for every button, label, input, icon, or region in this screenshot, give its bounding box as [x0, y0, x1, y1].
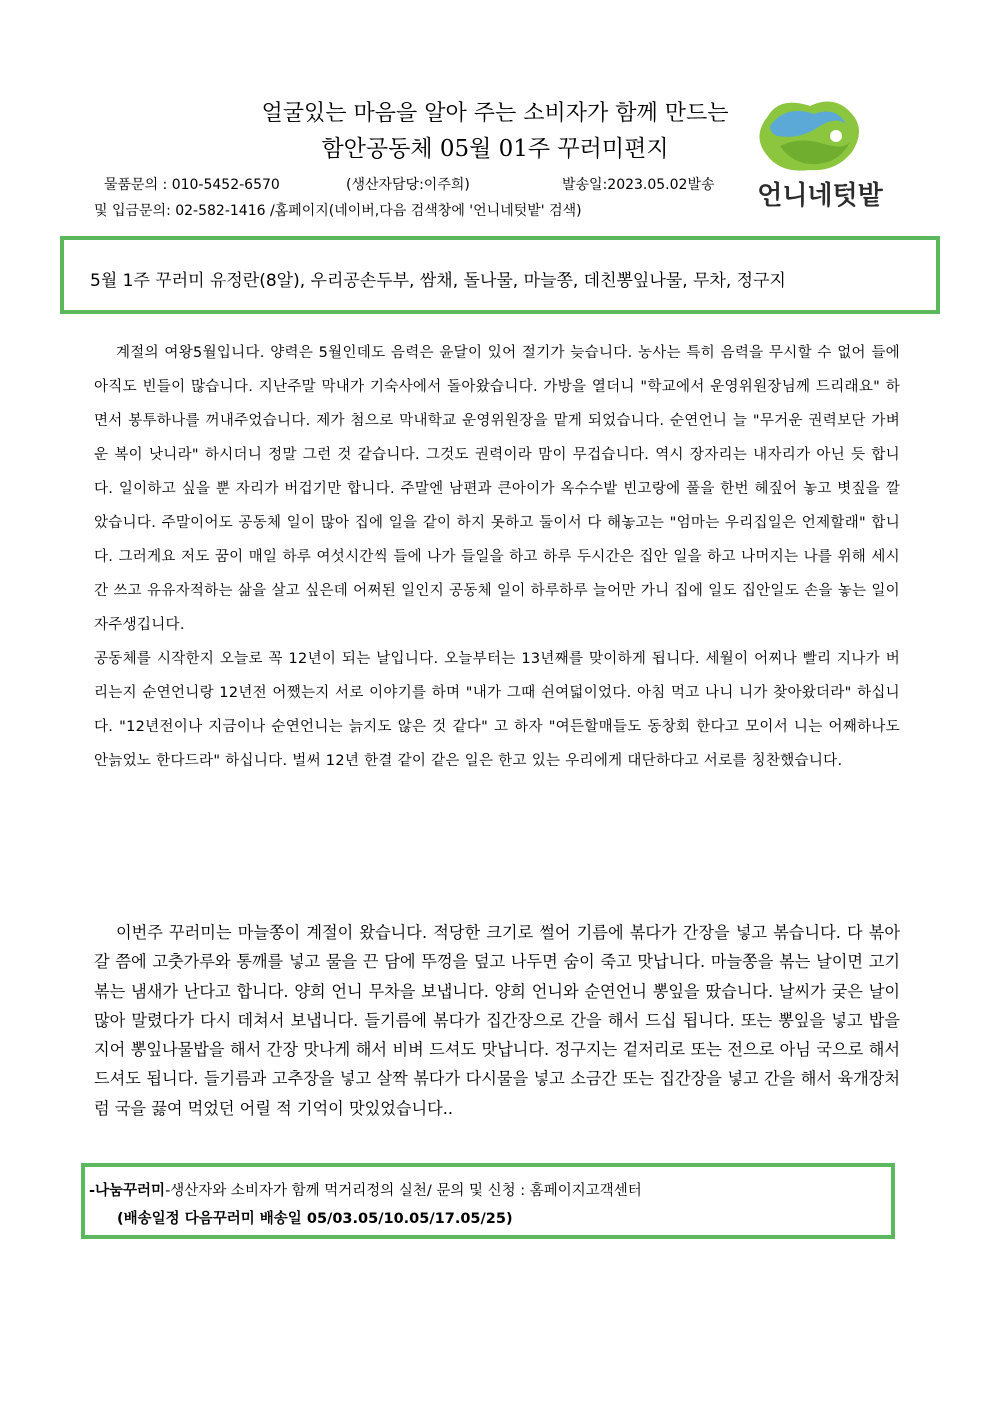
- letter-paragraph-1: 계절의 여왕5월입니다. 양력은 5월인데도 음력은 윤달이 있어 절기가 늦습니다. 농사는 특히 음력을 무시할 수 없어 들에 아직도 빈들이 많습니다. 지난주말 막내가 기숙사에서 돌아왔습니다. 가방을 열더니 "학교에서 운영위원장님께 드리래요" 하면서 봉투하나를 꺼내주었습니다. 제가 첨으로 막내학교 운영위원장을 맡게 되었습니다. 순연언니 늘 "무거운 권력보단 가벼운 복이 낫니라" 하시더니 정말 그런 것 같습니다. 그것도 권력이라 맘이 무겁습니다. 역시 장자리는 내자리가 아닌 듯 합니다. 일이하고 싶을 뿐 자리가 버겁기만 합니다. 주말엔 남편과 큰아이가 옥수수밭 빈고랑에 풀을 한번 헤짚어 놓고 볏짚을 깔았습니다. 주말이어도 공동체 일이 많아 집에 일을 같이 하지 못하고 둘이서 다 해놓고는 "엄마는 우리집일은 언제할래" 합니다. 그러게요 저도 꿈이 매일 하루 여섯시간씩 들에 나가 들일을 하고 하루 두시간은 집안 일을 하고 나머지는 나를 위해 세시간 쓰고 유유자적하는 삶을 살고 싶은데 어쩌된 일인지 공동체 일이 하루하루 늘어만 가니 집에 일도 집안일도 손을 놓는 일이 자주생깁니다.: [94, 345, 900, 633]
- share-label: -나눔꾸러미: [89, 1183, 166, 1199]
- unnine-logo: [740, 96, 900, 214]
- producer-contact: (생산자담당:이주희): [346, 177, 470, 193]
- letter-paragraph-2: 공동체를 시작한지 오늘로 꼭 12년이 되는 날입니다. 오늘부터는 13년째를 맞이하게 됩니다. 세월이 어찌나 빨리 지나가 버리는지 순연언니랑 12년전 어쨌는지 서로 이야기를 하며 "내가 그때 쉰여덟이었다. 아침 먹고 나니 니가 찾아왔더라" 하십니다. "12년전이나 지금이나 순연언니는 늙지도 않은 것 같다" 고 하자 "여든할매들도 동창회 한다고 모이서 니는 어째하나도 안늙었노 한다드라" 하십니다. 벌써 12년 한결 같이 같은 일은 한고 있는 우리에게 대단하다고 서로를 칭찬했습니다.: [94, 651, 900, 769]
- logo-text: 언니네텃밭: [757, 181, 883, 211]
- share-line: [89, 1179, 642, 1200]
- letter-printed-section: [94, 918, 900, 1123]
- letter-paragraph-3: 이번주 꾸러미는 마늘쫑이 계절이 왔습니다. 적당한 크기로 썰어 기름에 볶다가 간장을 넣고 볶습니다. 다 볶아갈 쯤에 고춧가루와 통깨를 넣고 물을 끈 담에 뚜껑을 덮고 나두면 숨이 죽고 맛납니다. 마늘쫑을 볶는 날이면 고기 볶는 냄새가 난다고 합니다. 양희 언니 무차을 보냅니다. 양희 언니와 순연언니 뽕잎을 땄습니다. 날씨가 궂은 날이 많아 말렸다가 다시 데쳐서 보냅니다. 들기름에 볶다가 집간장으로 간을 해서 드십 됩니다. 또는 뽕잎을 넣고 밥을 지어 뽕잎나물밥을 해서 간장 맛나게 해서 비벼 드셔도 맛납니다. 정구지는 겉저리로 또는 전으로 아님 국으로 해서 드셔도 됩니다. 들기름과 고추장을 넣고 살짝 볶다가 다시물을 넣고 소금간 또는 집간장을 넣고 간을 해서 육개장처럼 국을 끓여 먹었던 어릴 적 기억이 맛있었습니다..: [94, 923, 900, 1118]
- newsletter-title: 함안공동체 05월 01주 꾸러미편지: [321, 136, 669, 162]
- share-description: -생산자와 소비자가 함께 먹거리정의 실천/ 문의 및 신청 : 홈페이지고객센터: [165, 1183, 642, 1199]
- letter-handwritten-section: [94, 336, 900, 778]
- product-contact: 물품문의 : 010-5452-6570: [104, 177, 280, 193]
- payment-contact: 및 입금문의: 02-582-1416 /홈페이지(네이버,다음 검색창에 '언니네텃밭' 검색): [94, 203, 582, 219]
- logo-graphic-icon: [740, 96, 900, 214]
- delivery-schedule: (배송일정 다음꾸러미 배송일 05/03.05/10.05/17.05/25): [117, 1211, 513, 1227]
- newsletter-subtitle: 얼굴있는 마음을 알아 주는 소비자가 함께 만드는: [261, 101, 729, 126]
- items-list: 5월 1주 꾸러미 유정란(8알), 우리공손두부, 쌈채, 돌나물, 마늘쫑, 데친뽕잎나물, 무차, 정구지: [90, 271, 786, 291]
- send-date: 발송일:2023.05.02발송: [562, 177, 715, 193]
- items-box: [60, 236, 940, 314]
- footer-box: [81, 1163, 895, 1239]
